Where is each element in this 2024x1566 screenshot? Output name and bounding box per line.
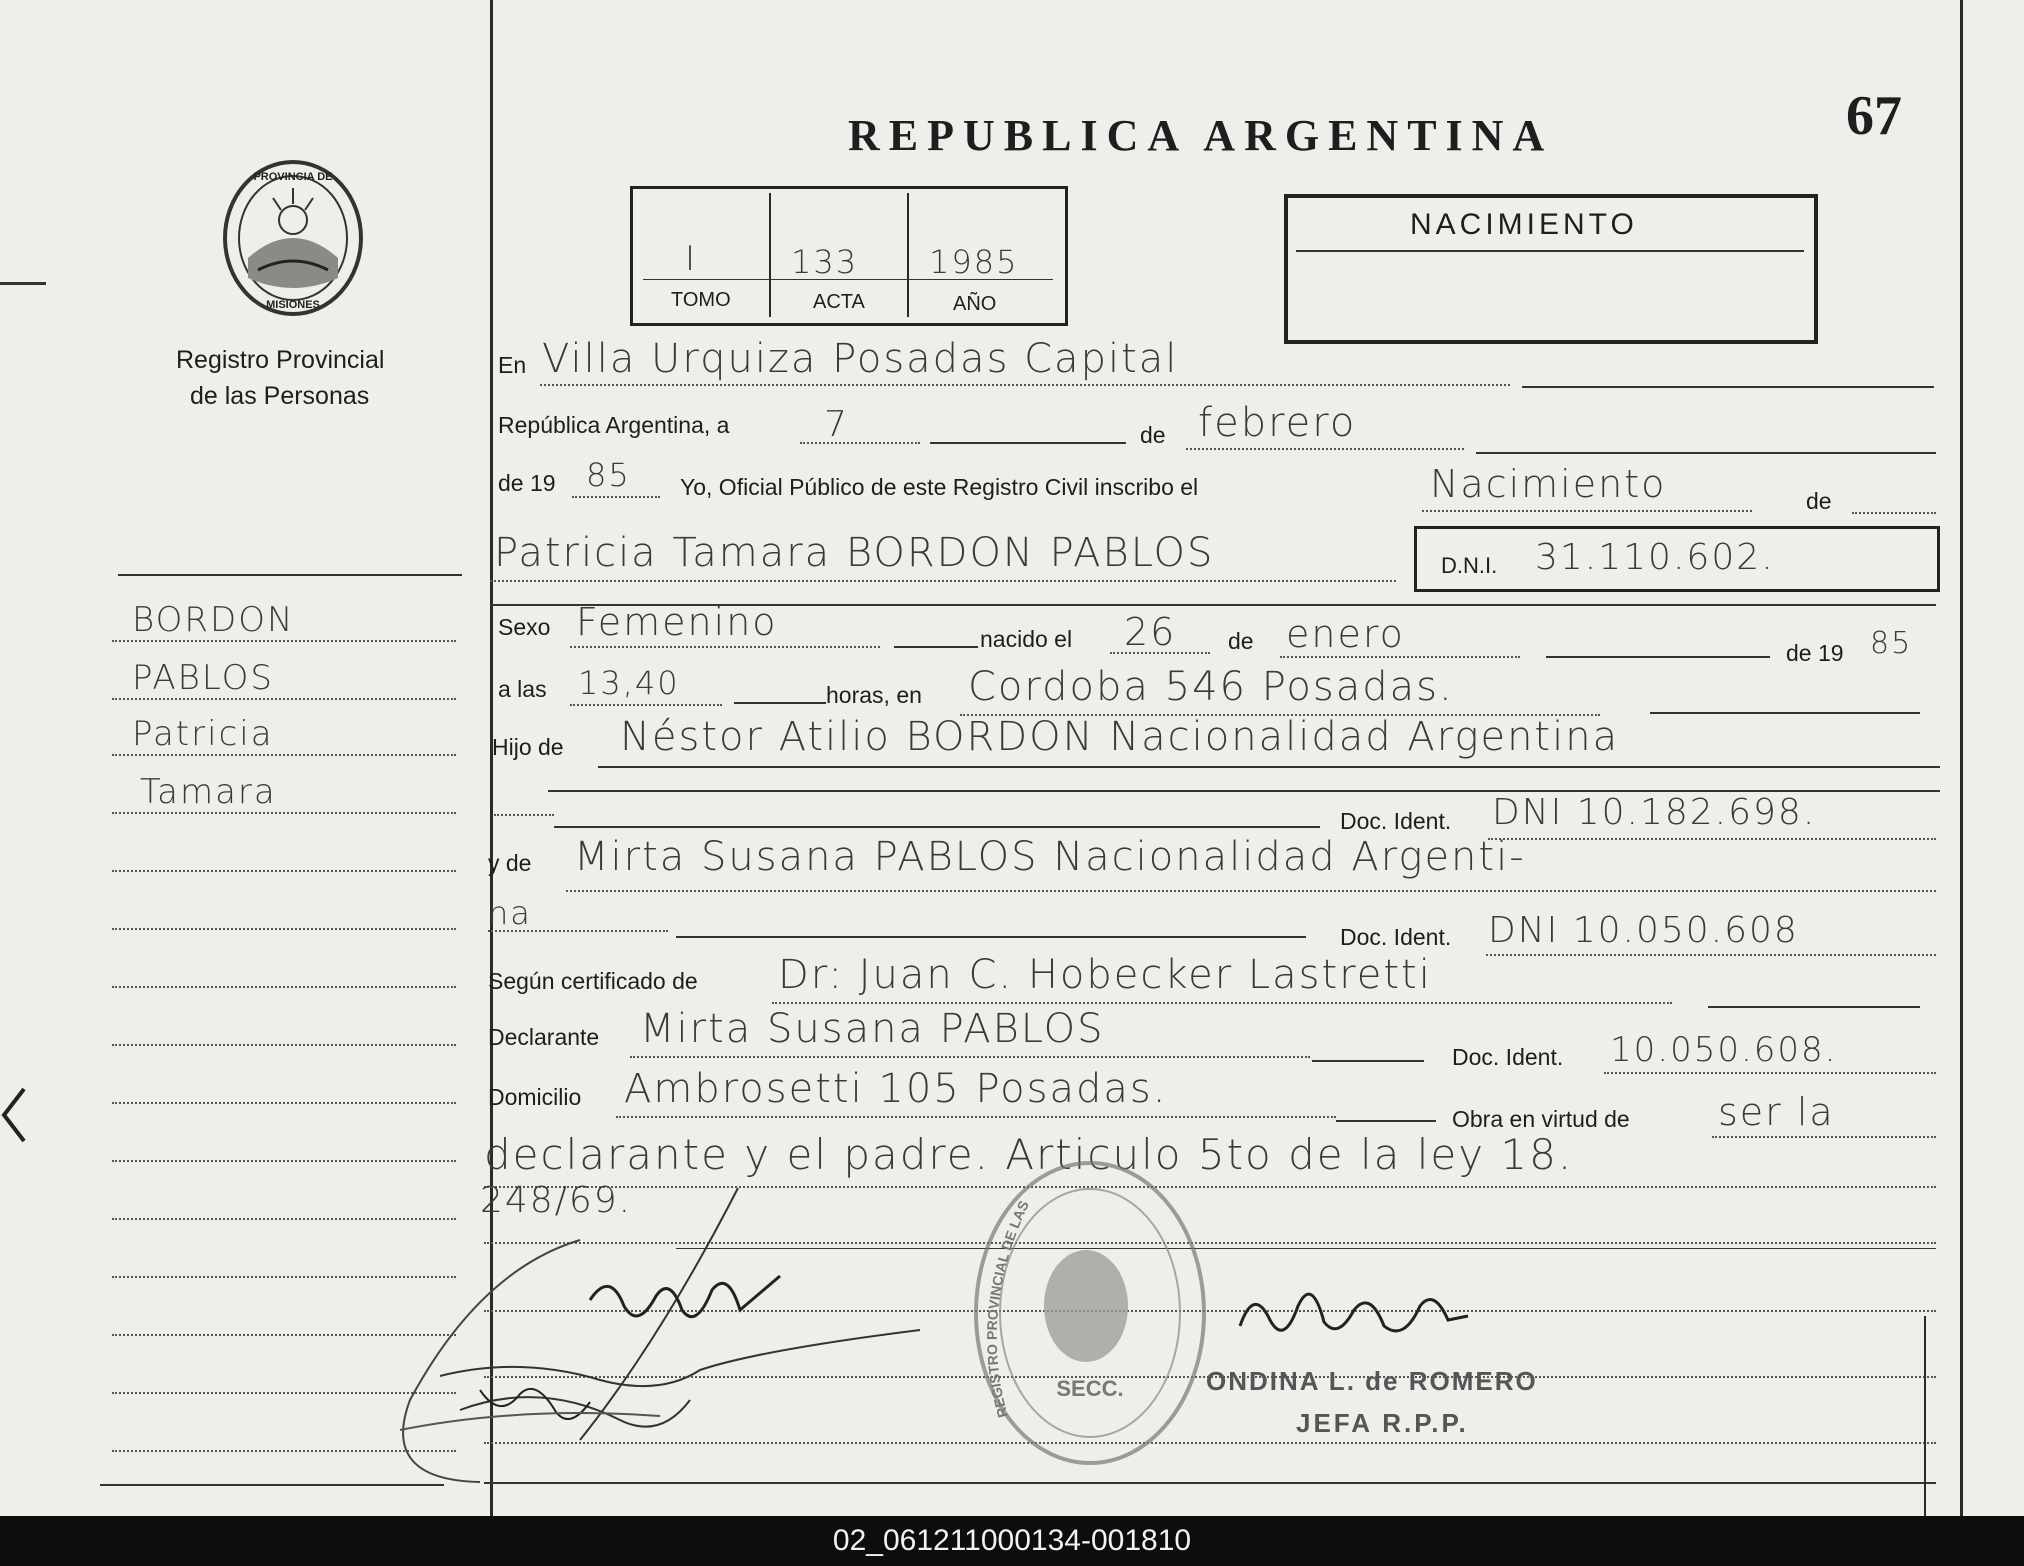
year-prefix: de 19 — [498, 470, 556, 496]
box-divider — [769, 193, 771, 317]
blank-rule — [1546, 656, 1770, 658]
mother-doc-label: Doc. Ident. — [1340, 924, 1452, 950]
fill-line — [570, 704, 722, 706]
nacido-label: nacido el — [980, 626, 1073, 652]
father-value: Néstor Atilio BORDON Nacionalidad Argentina — [620, 714, 1620, 760]
page-number: 67 — [1846, 85, 1902, 147]
inner-right-border — [1924, 1316, 1926, 1516]
full-name-value: Patricia Tamara BORDON PABLOS — [494, 530, 1215, 576]
blank-rule — [676, 936, 1306, 938]
official-title: JEFA R.P.P. — [1296, 1408, 1469, 1438]
margin-row — [112, 928, 456, 930]
birth-year-prefix: de 19 — [1786, 640, 1844, 666]
stamp-ring-text: REGISTRO PROVINCIAL DE LAS — [983, 1198, 1032, 1420]
mother-value-cont: na — [488, 894, 532, 932]
scan-footer: 02_061211000134-001810 — [0, 1516, 2024, 1566]
margin-row — [112, 986, 456, 988]
de-label-3: de — [1228, 628, 1254, 654]
fill-line — [1422, 510, 1752, 512]
seal-top-text: PROVINCIA DE — [253, 171, 333, 183]
obra-line-3: 248/69. — [480, 1180, 633, 1221]
fill-line — [1110, 652, 1210, 654]
margin-name-2: Tamara — [140, 772, 277, 812]
blank-rule — [1336, 1120, 1436, 1122]
day-value: 7 — [824, 404, 849, 445]
official-signature — [1234, 1276, 1474, 1356]
fill-line — [1712, 1136, 1936, 1138]
fill-line — [772, 1002, 1672, 1004]
dni-value: 31.110.602. — [1535, 537, 1775, 578]
declarante-doc-value: 10.050.608. — [1610, 1030, 1838, 1070]
tomo-value: I — [685, 239, 698, 279]
fill-line — [1280, 656, 1520, 658]
fill-line — [630, 1056, 1310, 1058]
fill-line — [1604, 1072, 1936, 1074]
fill-line — [490, 580, 1396, 582]
binder-mark — [0, 282, 46, 285]
birth-place-value: Cordoba 546 Posadas. — [968, 664, 1454, 710]
anio-label: AÑO — [953, 293, 997, 315]
blank-rule — [734, 702, 826, 704]
dni-label: D.N.I. — [1441, 553, 1498, 578]
sexo-label: Sexo — [498, 614, 551, 640]
record-number-box — [630, 186, 1068, 326]
fill-line — [488, 930, 668, 932]
act-type-box — [1284, 194, 1818, 344]
margin-surname-1: BORDON — [132, 600, 295, 640]
mother-value: Mirta Susana PABLOS Nacionalidad Argenti- — [574, 834, 1526, 880]
box-divider — [907, 193, 909, 317]
horas-label: horas, en — [826, 682, 922, 708]
fill-line — [540, 384, 1510, 386]
margin-row — [112, 1160, 456, 1162]
margin-row — [112, 870, 456, 872]
segun-label: Según certificado de — [488, 968, 698, 994]
en-label: En — [498, 352, 527, 378]
declarante-doc-label: Doc. Ident. — [1452, 1044, 1564, 1070]
anio-value: 1985 — [929, 243, 1019, 281]
fill-line — [1852, 512, 1936, 514]
row-rule — [598, 766, 1940, 768]
stamp-inner-text: SECC. — [1056, 1376, 1124, 1401]
right-page-border — [1960, 0, 1963, 1516]
registry-name-line1: Registro Provincial — [176, 346, 385, 374]
margin-row — [112, 1102, 456, 1104]
hour-value: 13,40 — [578, 664, 680, 702]
month-value: febrero — [1198, 400, 1357, 446]
a-las-label: a las — [498, 676, 547, 702]
blank-rule — [1522, 386, 1934, 388]
country-title: REPUBLICA ARGENTINA — [848, 111, 1554, 160]
act-type-rule — [1296, 250, 1804, 252]
binder-notch — [0, 1085, 30, 1145]
blank-rule — [1476, 452, 1936, 454]
tomo-label: TOMO — [671, 289, 731, 311]
margin-row — [112, 1044, 456, 1046]
fill-line — [572, 496, 660, 498]
margin-top-rule — [118, 574, 462, 576]
obra-value: ser la — [1718, 1090, 1835, 1134]
dni-box — [1414, 526, 1940, 592]
mother-doc-value: DNI 10.050.608 — [1488, 910, 1799, 951]
fill-line — [800, 442, 920, 444]
registry-name-line2: de las Personas — [190, 382, 370, 410]
official-name: ONDINA L. de ROMERO — [1206, 1366, 1538, 1396]
blank-rule — [894, 646, 978, 648]
de-label: de — [1140, 422, 1166, 448]
republica-label: República Argentina, a — [498, 412, 730, 438]
acta-value: 133 — [791, 243, 859, 281]
y-de-label: y de — [488, 850, 532, 876]
fill-line — [570, 646, 880, 648]
acta-label: ACTA — [813, 291, 865, 313]
obra-label: Obra en virtud de — [1452, 1106, 1630, 1132]
fill-line — [566, 890, 1936, 892]
father-doc-label: Doc. Ident. — [1340, 808, 1452, 834]
doctor-value: Dr: Juan C. Hobecker Lastretti — [778, 952, 1432, 998]
province-seal-icon — [218, 158, 368, 318]
margin-surname-2: PABLOS — [132, 658, 274, 698]
registry-stamp — [968, 1156, 1212, 1470]
official-text: Yo, Oficial Público de este Registro Civil inscribo el — [680, 474, 1199, 500]
blank-rule — [554, 826, 1320, 828]
birth-day-value: 26 — [1124, 610, 1177, 654]
margin-row — [112, 754, 456, 756]
blank-rule — [1708, 1006, 1920, 1008]
obra-line-2: declarante y el padre. Articulo 5to de la ley 18. — [484, 1130, 1574, 1179]
fill-line — [494, 814, 554, 816]
birth-year-suffix: 85 — [1870, 626, 1913, 661]
fill-line — [616, 1116, 1336, 1118]
domicilio-value: Ambrosetti 105 Posadas. — [624, 1066, 1168, 1112]
blank-rule — [1312, 1060, 1424, 1062]
year-suffix: 85 — [586, 456, 631, 494]
domicilio-label: Domicilio — [488, 1084, 582, 1110]
blank-rule — [1650, 712, 1920, 714]
blank-rule — [930, 442, 1126, 444]
birth-month-value: enero — [1286, 612, 1405, 656]
seal-bottom-text: MISIONES — [266, 299, 320, 311]
hijo-label: Hijo de — [492, 734, 564, 760]
act-type-title: NACIMIENTO — [1410, 208, 1638, 241]
fill-line — [1486, 954, 1936, 956]
declarante-value: Mirta Susana PABLOS — [640, 1006, 1105, 1052]
act-type-value: Nacimiento — [1430, 462, 1667, 506]
declarante-label: Declarante — [488, 1024, 600, 1050]
fill-line — [1186, 448, 1464, 450]
margin-row — [112, 640, 456, 642]
fill-line — [1488, 838, 1936, 840]
father-doc-value: DNI 10.182.698. — [1492, 792, 1817, 833]
sexo-value: Femenino — [576, 600, 778, 644]
margin-name-1: Patricia — [132, 714, 274, 754]
de-label-2: de — [1806, 488, 1832, 514]
place-value: Villa Urquiza Posadas Capital — [542, 336, 1179, 382]
margin-row — [112, 812, 456, 814]
margin-row — [112, 698, 456, 700]
declarant-signatures — [360, 1180, 920, 1516]
